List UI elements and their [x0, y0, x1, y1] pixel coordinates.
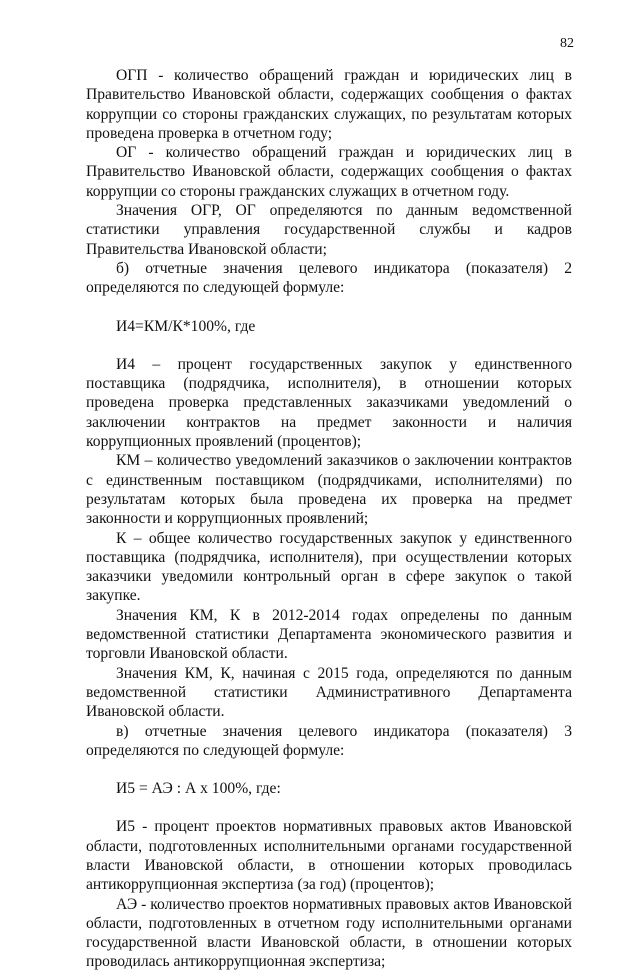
document-body	[86, 66, 572, 972]
paragraph-og-definition: ОГ - количество обращений граждан и юридических лиц в Правительство Ивановской области, содержащих сообщения о фактах коррупции со стороны гражданских служащих в отчетном году.	[86, 144, 572, 200]
paragraph-ogp-definition: ОГП - количество обращений граждан и юридических лиц в Правительство Ивановской области, содержащих сообщения о фактах коррупции со стороны гражданских служащих, по результатам которых проведена проверка в отчетном году;	[86, 67, 572, 142]
formula-i4: И4=КМ/К*100%, где	[116, 317, 256, 335]
paragraph-i5-definition: И5 - процент проектов нормативных правовых актов Ивановской области, подготовленных исполнительными органами государственной власти Ивановской области, в отношении которых проводилась антикоррупционная экспертиза (за год) (процентов);	[86, 818, 572, 894]
paragraph-km-definition: КМ – количество уведомлений заказчиков о заключении контрактов с единственным поставщиком (подрядчиками, исполнителями) по результатам которых была проведена их проверка на предмет законности и коррупционных проявлений;	[86, 452, 572, 528]
paragraph-indicator-3-intro: в) отчетные значения целевого индикатора (показателя) 3 определяются по следующей формуле:	[86, 722, 572, 759]
paragraph-k-definition: К – общее количество государственных закупок у единственного поставщика (подрядчика, исполнителя), при осуществлении которых заказчики уведомили контрольный орган в сфере закупок о такой закупке.	[86, 529, 572, 605]
paragraph-i4-definition: И4 – процент государственных закупок у единственного поставщика (подрядчика, исполнителя), в отношении которых проведена проверка представленных заказчиками уведомлений о заключении контрактов на предмет законности и наличия коррупционных проявлений (процентов);	[86, 355, 572, 451]
paragraph-indicator-2-intro: б) отчетные значения целевого индикатора (показателя) 2 определяются по следующей формуле:	[86, 259, 572, 297]
paragraph-ae-definition: АЭ - количество проектов нормативных правовых актов Ивановской области, подготовленных в отчетном году исполнительными органами государственной власти Ивановской области, в отношении которых проводилась антикоррупционная экспертиза;	[86, 895, 572, 971]
formula-i5: И5 = АЭ : А х 100%, где:	[116, 780, 281, 798]
paragraph-km-k-2012-2014: Значения КМ, К в 2012-2014 годах определены по данным ведомственной статистики Департамента экономического развития и торговли Ивановской области.	[86, 606, 572, 663]
paragraph-ogr-og-source: Значения ОГР, ОГ определяются по данным ведомственной статистики управления государственной службы и кадров Правительства Ивановской области;	[86, 202, 572, 258]
paragraph-km-k-from-2015: Значения КМ, К, начиная с 2015 года, определяются по данным ведомственной статистики Административного Департамента Ивановской области.	[86, 664, 572, 721]
page-number: 82	[560, 36, 574, 51]
